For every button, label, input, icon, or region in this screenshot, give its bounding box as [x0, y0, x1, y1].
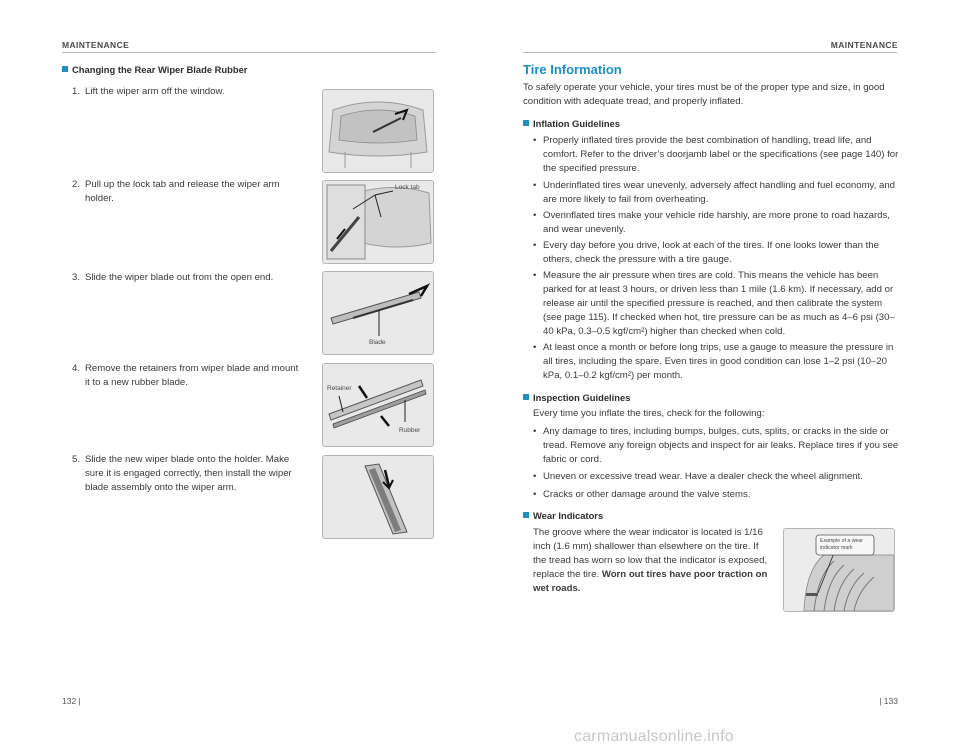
step-5: 5. Slide the new wiper blade onto the holder. Make sure it is engaged correctly, then install the wiper blade assembly onto the wiper arm.	[72, 454, 292, 493]
square-bullet-icon	[523, 512, 529, 518]
step-2: 2. Pull up the lock tab and release the wiper arm holder.	[72, 179, 280, 204]
running-head: MAINTENANCE	[830, 40, 898, 50]
watermark: carmanualsonline.info	[574, 728, 734, 745]
blade-label: Blade	[369, 339, 386, 346]
install-blade-illustration	[323, 456, 433, 538]
wear-indicator-callout: Example of a wear indicator mark	[820, 538, 863, 551]
inflation-bullet-2: • Underinflated tires wear unevenly, adversely affect handling and fuel economy, and are more likely to fail from overheating.	[533, 180, 895, 205]
header-rule	[523, 52, 897, 53]
intro-paragraph: To safely operate your vehicle, your tires must be of the proper type and size, in good condition with adequate tread, and properly inflated.	[523, 82, 885, 107]
inspection-intro: Every time you inflate the tires, check for the following:	[533, 408, 765, 419]
wear-paragraph: The groove where the wear indicator is located is 1/16 inch (1.6 mm) shallower than elsewhere on the tire. If the tread has worn so low that the indicator is exposed, replace the tire. Worn out tires have poor traction on wet roads.	[533, 527, 768, 594]
step-3: 3. Slide the wiper blade out from the open end.	[72, 272, 274, 283]
rear-window-illustration	[323, 90, 433, 172]
inflation-heading: Inflation Guidelines	[523, 118, 620, 129]
page-number: | 133	[879, 696, 898, 706]
inflation-bullet-6: • At least once a month or before long trips, use a gauge to measure the pressure in all tires, including the spare. Even tires in good condition can lose 1–2 psi (10–20 kPa, 0.1–0.2 kgf/cm²) per month.	[533, 342, 894, 381]
inflation-bullet-5: • Measure the air pressure when tires are cold. This means the vehicle has been parked for at least 3 hours, or driven less than 1 mile (1.6 km). If necessary, add or release air until the specified pressure is reached, and then calibrate the system (see page 115). If checked when hot, tire pressure can be as much as 4–6 psi (30–40 kPa, 0.3–0.5 kgf/cm²) higher than checked when cold.	[533, 270, 895, 337]
retainer-label: Retainer	[327, 385, 352, 392]
figure-blade	[322, 271, 434, 355]
figure-install-blade	[322, 455, 434, 539]
lock-tab-illustration	[323, 181, 433, 263]
step-1: 1. Lift the wiper arm off the window.	[72, 86, 225, 97]
inspection-bullet-3: • Cracks or other damage around the valve stems.	[533, 489, 751, 500]
square-bullet-icon	[523, 120, 529, 126]
figure-retainer-rubber	[322, 363, 434, 447]
step-4: 4. Remove the retainers from wiper blade and mount it to a new rubber blade.	[72, 363, 299, 388]
running-head: MAINTENANCE	[62, 40, 130, 50]
header-rule	[62, 52, 436, 53]
inflation-bullet-3: • Overinflated tires make your vehicle ride harshly, are more prone to road hazards, and wear unevenly.	[533, 210, 890, 235]
section-heading: Changing the Rear Wiper Blade Rubber	[62, 64, 247, 75]
figure-wear-indicator	[783, 528, 895, 612]
section-title: Tire Information	[523, 62, 622, 77]
inflation-bullet-4: • Every day before you drive, look at each of the tires. If one looks lower than the others, check the pressure with a tire gauge.	[533, 240, 879, 265]
square-bullet-icon	[523, 394, 529, 400]
lock-tab-label: Lock tab	[395, 184, 420, 191]
inspection-heading: Inspection Guidelines	[523, 392, 630, 403]
right-page	[480, 0, 960, 750]
figure-lift-wiper-arm	[322, 89, 434, 173]
page-number: 132 |	[62, 696, 81, 706]
rubber-label: Rubber	[399, 427, 421, 434]
inspection-bullet-1: • Any damage to tires, including bumps, bulges, cuts, splits, or cracks in the side or tread. Remove any foreign objects and inspect for air leaks. Replace tires if you see fabric or cord.	[533, 426, 899, 465]
square-bullet-icon	[62, 66, 68, 72]
inflation-bullet-1: • Properly inflated tires provide the best combination of handling, tread life, and comfort. Refer to the driver’s doorjamb label or the specifications (see page 140) for the specified pressure.	[533, 135, 899, 174]
wear-heading: Wear Indicators	[523, 510, 603, 521]
inspection-bullet-2: • Uneven or excessive tread wear. Have a dealer check the wheel alignment.	[533, 471, 863, 482]
figure-lock-tab	[322, 180, 434, 264]
